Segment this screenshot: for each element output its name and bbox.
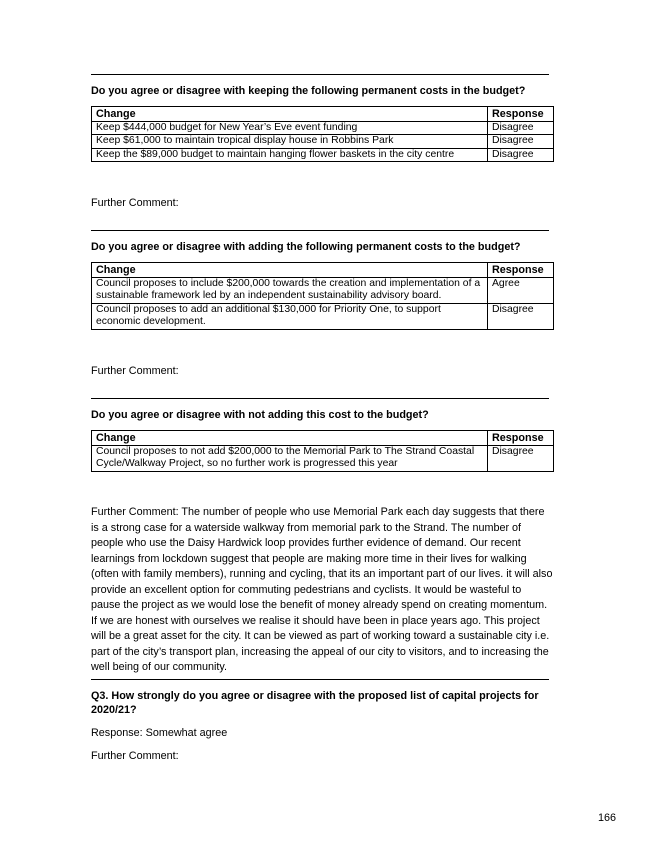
question-not-add-cost: Do you agree or disagree with not adding this cost to the budget? — [91, 409, 429, 421]
table-row — [92, 121, 554, 135]
keep-costs-table — [91, 106, 554, 162]
table-row — [92, 148, 554, 162]
add-costs-table — [91, 262, 554, 330]
table-row — [92, 135, 554, 149]
response-header: Response — [488, 107, 554, 122]
table-header-row — [92, 107, 554, 122]
change-cell: Keep $61,000 to maintain tropical display house in Robbins Park — [92, 135, 488, 149]
response-header: Response — [488, 431, 554, 446]
section-divider — [91, 74, 549, 75]
table-row — [92, 445, 554, 471]
table-row — [92, 277, 554, 303]
question-q3-capital-projects: Q3. How strongly do you agree or disagree with the proposed list of capital projects for 2020/21? — [91, 690, 539, 716]
response-cell: Agree — [488, 277, 554, 303]
further-comment: Further Comment: — [91, 365, 179, 377]
table-row — [92, 303, 554, 329]
change-cell: Keep the $89,000 budget to maintain hanging flower baskets in the city centre — [92, 148, 488, 162]
change-cell: Council proposes to include $200,000 towards the creation and implementation of a sustainable framework led by an independent sustainability advisory board. — [92, 277, 488, 303]
response-header: Response — [488, 263, 554, 278]
further-comment-memorial-park: Further Comment: The number of people who use Memorial Park each day suggests that there is a strong case for a waterside walkway from memorial park to the Strand. The number of people who use the Daisy Hardwick loop provides further evidence of demand. Our recent learnings from lockdown suggest that people are making more time in their lives for walking (often with family members), running and cycling, that its an important part of our lives. it will also provide an excellent option for commuting pedestrians and cyclists. It would be wasteful to pause the project as we would lose the benefit of money already spend on creating momentum. If we are honest with ourselves we realise it should have been in place years ago. This project will be a great asset for the city. It can be viewed as part of working toward a sustainable city i.e. part of the city’s transport plan, increasing the appeal of our city to visitors, and to increasing the well being of our community. — [91, 506, 553, 673]
question-add-costs: Do you agree or disagree with adding the following permanent costs to the budget? — [91, 241, 521, 253]
response-cell: Disagree — [488, 135, 554, 149]
not-add-cost-table — [91, 430, 554, 472]
change-header: Change — [92, 431, 488, 446]
change-header: Change — [92, 263, 488, 278]
question-keep-costs: Do you agree or disagree with keeping the following permanent costs in the budget? — [91, 85, 526, 97]
change-cell: Keep $444,000 budget for New Year’s Eve event funding — [92, 121, 488, 135]
further-comment: Further Comment: — [91, 197, 179, 209]
change-cell: Council proposes to not add $200,000 to the Memorial Park to The Strand Coastal Cycle/Walkway Project, so no further work is progressed this year — [92, 445, 488, 471]
response-cell: Disagree — [488, 445, 554, 471]
change-header: Change — [92, 107, 488, 122]
response-cell: Disagree — [488, 121, 554, 135]
q3-response: Response: Somewhat agree — [91, 727, 228, 739]
further-comment: Further Comment: — [91, 750, 179, 762]
table-header-row — [92, 263, 554, 278]
page-number: 166 — [598, 812, 617, 824]
section-divider — [91, 230, 549, 231]
change-cell: Council proposes to add an additional $130,000 for Priority One, to support economic development. — [92, 303, 488, 329]
response-cell: Disagree — [488, 303, 554, 329]
table-header-row — [92, 431, 554, 446]
section-divider — [91, 679, 549, 680]
section-divider — [91, 398, 549, 399]
response-cell: Disagree — [488, 148, 554, 162]
